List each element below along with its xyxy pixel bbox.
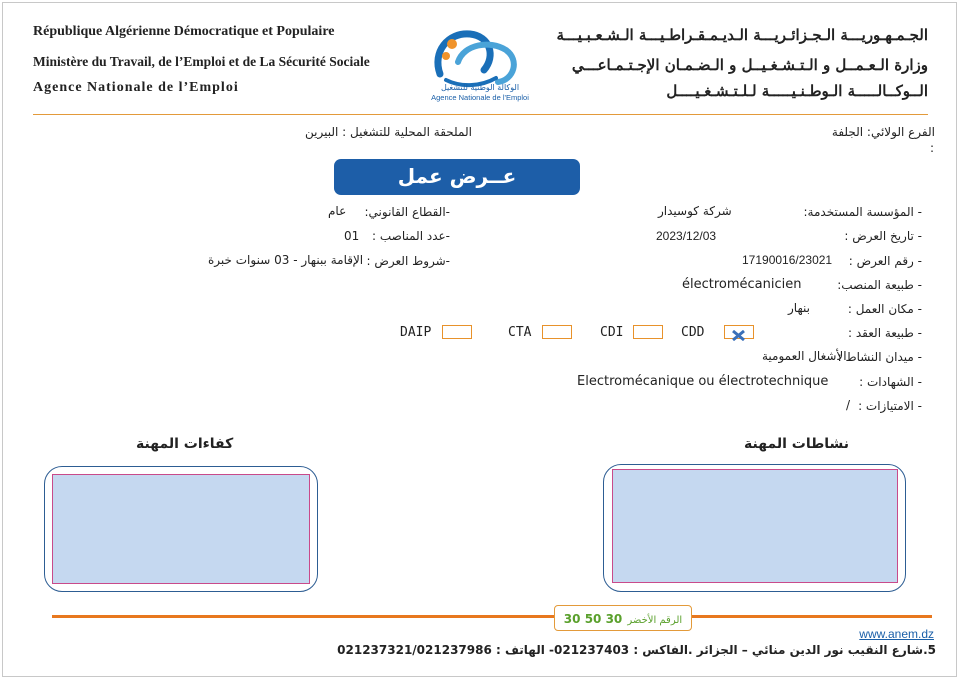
- positions-value: 01: [344, 229, 360, 243]
- header-fr-agency: Agence Nationale de l’Emploi: [33, 80, 239, 95]
- contract-option-daip: DAIP: [400, 325, 432, 340]
- activity-field-value: الأشغال العمومية: [762, 349, 847, 363]
- wilaya-branch: الفرع الولائي: الجلفة: [831, 125, 935, 139]
- positions-label: -عدد المناصب :: [372, 229, 450, 243]
- offer-number-label: - رقم العرض :: [848, 254, 922, 268]
- employer-label: - المؤسسة المستخدمة:: [803, 205, 922, 219]
- header-fr-ministry: Ministère du Travail, de l’Emploi et de La Sécurité Sociale: [33, 54, 370, 69]
- certificates-value: Electromécanique ou électrotechnique: [577, 374, 829, 389]
- employer-value: شركة كوسيدار: [658, 204, 732, 218]
- green-number-value: 30 50 30: [563, 612, 623, 626]
- header-divider: [33, 114, 928, 115]
- offer-title: عــرض عمل: [334, 159, 580, 195]
- contract-option-cdi: CDI: [600, 325, 624, 340]
- footer-address: 5.شارع النقيب نور الدين منائي – الجزائر .الفاكس : 021237403- الهاتف : 021237321/021237986: [337, 643, 936, 657]
- contract-type-label: - طبيعة العقد :: [848, 326, 922, 340]
- offer-number-value: 17190016/23021: [742, 253, 833, 267]
- privileges-label: - الامتيازات :: [858, 399, 922, 413]
- activities-section-title: نشاطات المهنة: [744, 436, 850, 452]
- cross-mark-icon: [725, 330, 752, 341]
- header-fr-republic: République Algérienne Démocratique et Populaire: [33, 24, 335, 39]
- wilaya-branch-colon: :: [930, 141, 935, 155]
- offer-date-value: 2023/12/03: [656, 229, 717, 243]
- conditions-label: -شروط العرض :: [366, 254, 450, 268]
- skills-section-title: كفاءات المهنة: [136, 436, 234, 452]
- contract-option-cta: CTA: [508, 325, 532, 340]
- logo-caption-fr: Agence Nationale de l'Emploi: [431, 93, 529, 102]
- workplace-value: بنهار: [788, 301, 810, 315]
- local-annex: الملحقة المحلية للتشغيل : البيرين: [305, 125, 472, 139]
- green-number-label: الرقم الأخضر: [627, 615, 683, 626]
- position-type-value: électromécanicien: [682, 277, 802, 292]
- legal-sector-value: عام: [328, 204, 347, 218]
- contract-daip-checkbox[interactable]: [442, 325, 472, 339]
- header-ar-ministry: وزارة الـعـمــل و الـتـشـغـيــل و الـضـمـان الإجـتـمـاعـــي: [571, 56, 928, 74]
- footer-line-left: [52, 615, 554, 618]
- green-number-badge: [554, 605, 692, 631]
- header-ar-republic: الجـمـهـوريـــة الـجـزائـريـــة الـديـمـقـراطـيـــة الـشـعـبـيـــة: [556, 26, 928, 44]
- workplace-label: - مكان العمل :: [847, 302, 922, 316]
- website-link[interactable]: www.anem.dz: [859, 627, 934, 641]
- contract-cta-checkbox[interactable]: [542, 325, 572, 339]
- contract-cdd-checkbox[interactable]: [724, 325, 754, 339]
- position-type-label: - طبيعة المنصب:: [837, 278, 922, 292]
- conditions-value: الإقامة ببنهار - 03 سنوات خبرة: [208, 253, 364, 267]
- activities-content-area[interactable]: [612, 469, 898, 583]
- footer-line-right: [692, 615, 932, 618]
- contract-cdi-checkbox[interactable]: [633, 325, 663, 339]
- header-ar-agency: الــوكــالـــــة الـوطـنـيـــــة لـلـتـشـغـيــــل: [666, 82, 928, 100]
- activity-field-label: - ميدان النشاط :: [837, 350, 922, 364]
- logo-caption-ar: الوكالة الوطنية للتشغيل: [440, 83, 520, 92]
- certificates-label: - الشهادات :: [859, 375, 922, 389]
- privileges-value: /: [846, 398, 851, 412]
- contract-option-cdd: CDD: [681, 325, 705, 340]
- skills-content-area[interactable]: [52, 474, 310, 584]
- offer-date-label: - تاريخ العرض :: [844, 229, 922, 243]
- legal-sector-label: -القطاع القانوني:: [364, 205, 450, 219]
